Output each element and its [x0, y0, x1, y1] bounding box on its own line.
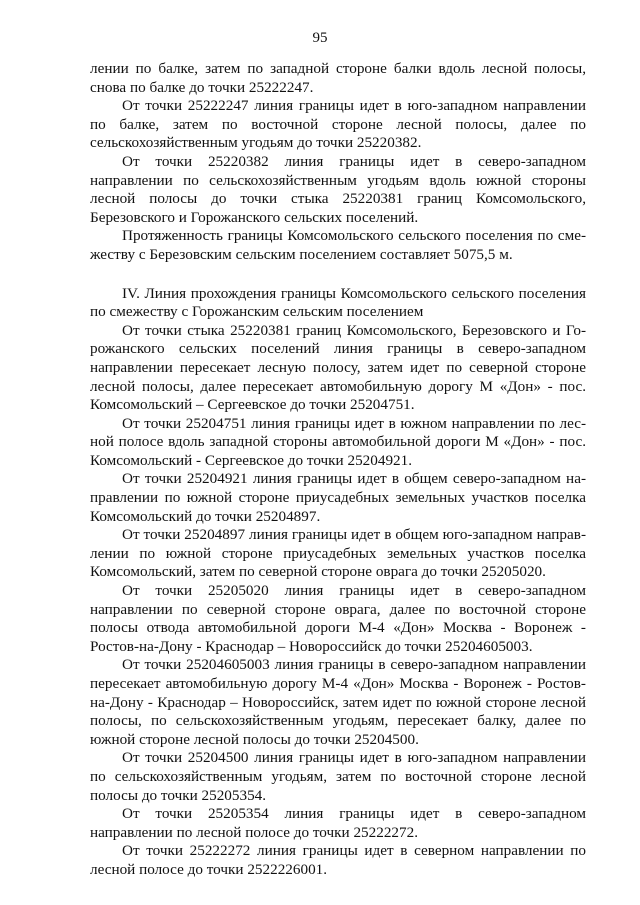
paragraph-3: От точки 25220382 линия границы идет в северо-западном направлении по сельскохозяйственным угодьям вдоль южной стороны лесной полосы до точки стыка 25220381 границ Комсомольского, Березовского и Горожанского сельских поселений. — [90, 152, 586, 226]
page-number: 95 — [312, 30, 328, 46]
paragraph-14: От точки 25222272 линия границы идет в северном направлении по лесной полосе до точки 2522226001. — [90, 842, 586, 878]
paragraph-2: От точки 25222247 линия границы идет в юго-западном направлении по балке, затем по восточной стороне лесной полосы, далее по сельскохозяйственным угодьям до точки 25220382. — [90, 97, 586, 152]
paragraph-4-length-summary: Протяженность границы Комсомольского сельского поселения по смежеству с Березовским сельским поселением составляет 5075,5 м. — [90, 227, 586, 263]
paragraph-6: От точки стыка 25220381 границ Комсомольского, Березовского и Горожанского сельских поселений линия границы в северо-западном направлении пересекает лесную полосу, затем идет по северной стороне лесной полосы, далее пересекает автомобильную дорогу М «Дон» - пос. Комсомольский – Сергеевское до точки 25204751. — [90, 321, 586, 414]
paragraph-12: От точки 25204500 линия границы идет в юго-западном направлении по сельскохозяйственным угодьям, затем по восточной стороне лесной полосы до точки 25205354. — [90, 749, 586, 804]
paragraph-8: От точки 25204921 линия границы идет в общем северо-западном направлении по южной стороне приусадебных земельных участков поселка Комсомольский до точки 25204897. — [90, 470, 586, 525]
paragraph-10: От точки 25205020 линия границы идет в северо-западном направлении по северной стороне оврага, далее по восточной стороне полосы отвода автомобильной дороги М-4 «Дон» Москва - Воронеж - Ростов-на-Дону - Краснодар – Новороссийск до точки 25204605003. — [90, 582, 586, 655]
section-heading-iv: IV. Линия прохождения границы Комсомольского сельского поселения по смежеству с Горожанским сельским поселением — [90, 284, 586, 321]
paragraph-7: От точки 25204751 линия границы идет в южном направлении по лесной полосе вдоль западной стороны автомобильной дороги М «Дон» - пос. Комсомольский - Сергеевское до точки 25204921. — [90, 414, 586, 469]
paragraph-13: От точки 25205354 линия границы идет в северо-западном направлении по лесной полосе до точки 25222272. — [90, 805, 586, 841]
paragraph-9: От точки 25204897 линия границы идет в общем юго-западном направлении по южной стороне приусадебных земельных участков поселка Комсомольский, затем по северной стороне оврага до точки 25205020. — [90, 526, 586, 581]
paragraph-11: От точки 25204605003 линия границы в северо-западном направлении пересекает автомобильную дорогу М-4 «Дон» Москва - Воронеж - Ростов-на-Дону - Краснодар – Новороссийск, затем идет по южной стороне лесной полосы, по сельскохозяйственным угодьям, пересекает балку, далее по южной стороне лесной полосы до точки 25204500. — [90, 656, 586, 748]
paragraph-1: лении по балке, затем по западной стороне балки вдоль лесной полосы, снова по балке до точки 25222247. — [90, 60, 586, 96]
document-body — [90, 60, 586, 880]
